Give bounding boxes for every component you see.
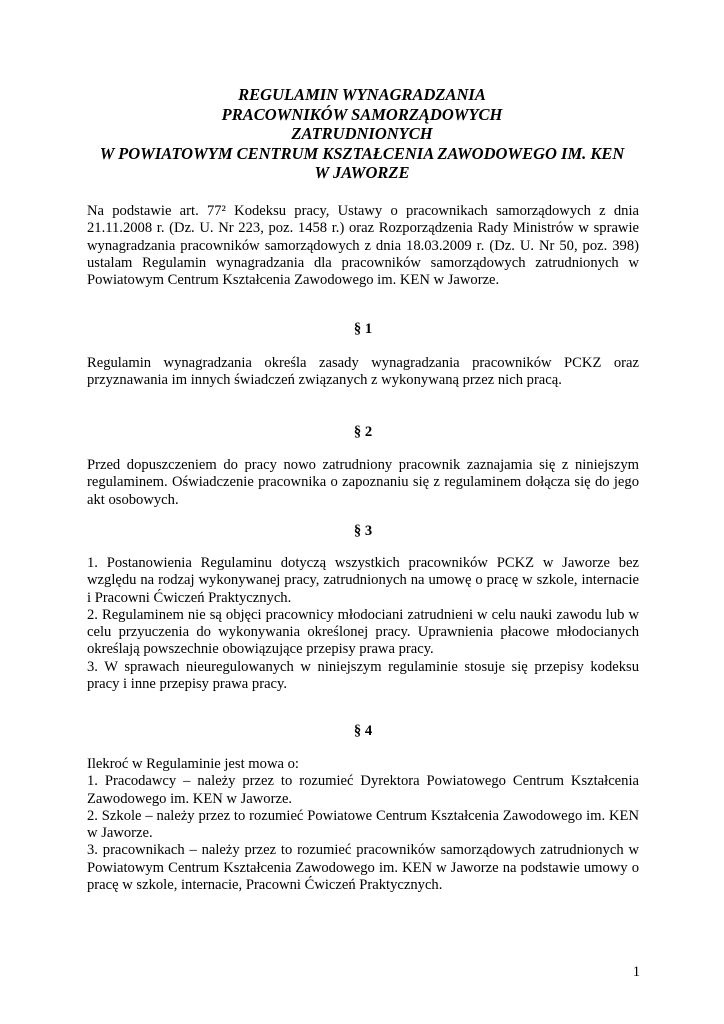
- section-3-text: [87, 555, 639, 693]
- section-4-text: [87, 756, 639, 894]
- text-line: określają powszechnie obowiązujące przepisy prawa pracy.: [87, 641, 434, 658]
- page-number: 1: [632, 964, 640, 980]
- text-line: 3. W sprawach nieuregulowanych w niniejszym regulaminie stosuje się przepisy kodeksu: [87, 658, 639, 675]
- text-line: Ilekroć w Regulaminie jest mowa o:: [87, 756, 299, 772]
- text-line: akt osobowych.: [87, 491, 179, 508]
- text-line: Powiatowym Centrum Kształcenia Zawodowego im. KEN w Jaworze.: [87, 272, 500, 289]
- section-2-heading: § 2: [353, 424, 373, 440]
- text-line: względu na rodzaj wykonywanej pracy, zatrudnionych na umowę o pracę w szkole, internacie: [87, 572, 639, 589]
- title-line: W POWIATOWYM CENTRUM KSZTAŁCENIA ZAWODOWEGO IM. KEN: [99, 143, 625, 163]
- text-line: w Jaworze.: [87, 825, 153, 842]
- text-line: 1. Postanowienia Regulaminu dotyczą wszystkich pracowników PCKZ w Jaworze bez: [87, 555, 639, 571]
- section-4-heading: § 4: [353, 723, 373, 739]
- text-line: Regulamin wynagradzania określa zasady wynagradzania pracowników PCKZ oraz: [87, 355, 639, 371]
- section-1-text: [87, 355, 639, 390]
- document-title: [60, 85, 664, 183]
- text-line: przyznawania im innych świadczeń związanych z wykonywaną przez nich pracą.: [87, 372, 562, 389]
- text-line: 21.11.2008 r. (Dz. U. Nr 223, poz. 1458 r.) oraz Rozporządzenia Rady Ministrów w sprawie: [87, 220, 639, 237]
- text-line: Powiatowym Centrum Kształcenia Zawodowego im. KEN w Jaworze na podstawie umowy o: [87, 859, 639, 876]
- text-line: Przed dopuszczeniem do pracy nowo zatrudniony pracownik zaznajamia się z niniejszym: [87, 457, 639, 473]
- section-3-heading: § 3: [353, 523, 373, 539]
- title-line: PRACOWNIKÓW SAMORZĄDOWYCH: [221, 104, 503, 124]
- text-line: celu przyuczenia do wykonywania określonej pracy. Uprawnienia płacowe młodocianych: [87, 624, 639, 641]
- text-line: pracy i inne przepisy prawa pracy.: [87, 676, 288, 693]
- text-line: Na podstawie art. 77² Kodeksu pracy, Ustawy o pracownikach samorządowych z dnia: [87, 203, 639, 219]
- text-line: pracę w szkole, internacie, Pracowni Ćwiczeń Praktycznych.: [87, 877, 443, 894]
- text-line: 1. Pracodawcy – należy przez to rozumieć Dyrektora Powiatowego Centrum Kształcenia: [87, 773, 639, 790]
- text-line: wynagradzania pracowników samorządowych z dnia 18.03.2009 r. (Dz. U. Nr 50, poz. 398): [87, 237, 639, 254]
- title-line: W JAWORZE: [314, 163, 410, 182]
- text-line: 2. Szkole – należy przez to rozumieć Powiatowe Centrum Kształcenia Zawodowego im. KEN: [87, 807, 639, 824]
- text-line: 2. Regulaminem nie są objęci pracownicy młodociani zatrudnieni w celu nauki zawodu lub w: [87, 606, 639, 623]
- intro-paragraph: [87, 203, 639, 289]
- text-line: Zawodowego im. KEN w Jaworze.: [87, 790, 293, 807]
- text-line: i Pracowni Ćwiczeń Praktycznych.: [87, 589, 292, 606]
- text-line: regulaminem. Oświadczenie pracownika o zapoznaniu się z regulaminem dołącza się do jego: [87, 474, 639, 491]
- text-line: 3. pracownikach – należy przez to rozumieć pracowników samorządowych zatrudnionych w: [87, 842, 639, 859]
- section-1-heading: § 1: [353, 321, 373, 337]
- title-line: REGULAMIN WYNAGRADZANIA: [238, 85, 486, 104]
- title-line: ZATRUDNIONYCH: [291, 124, 433, 143]
- text-line: ustalam Regulamin wynagradzania dla pracowników samorządowych zatrudnionych w: [87, 254, 639, 271]
- section-2-text: [87, 457, 639, 509]
